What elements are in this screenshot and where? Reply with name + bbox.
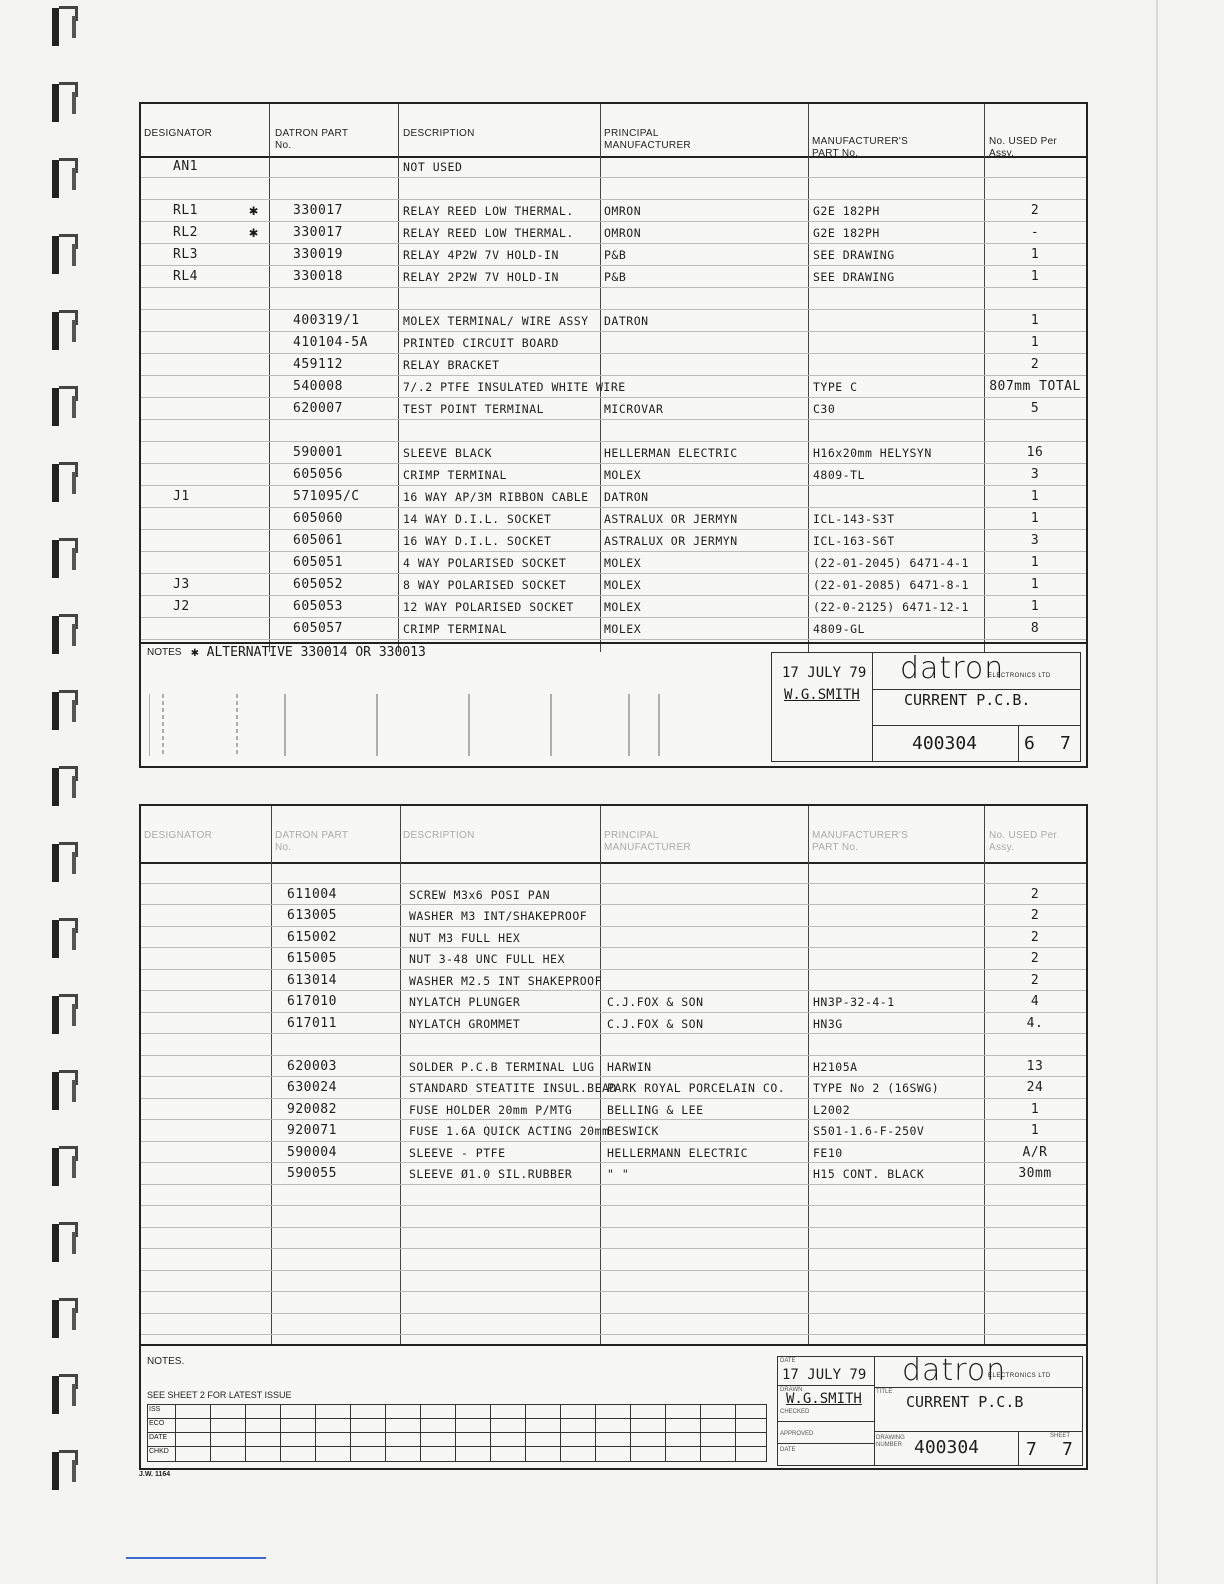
page-edge xyxy=(1156,0,1158,1584)
designator-cell: J3 xyxy=(173,577,190,592)
part-number-cell: 410104-5A xyxy=(293,335,368,350)
description-cell: WASHER M3 INT/SHAKEPROOF xyxy=(409,909,588,923)
description-cell: RELAY REED LOW THERMAL. xyxy=(403,226,574,240)
description-cell: 4 WAY POLARISED SOCKET xyxy=(403,556,567,570)
description-cell: SCREW M3x6 POSI PAN xyxy=(409,887,551,902)
table-row xyxy=(141,905,1086,926)
mfr-part-cell: HN3P-32-4-1 xyxy=(813,995,895,1009)
title-block xyxy=(771,652,1081,762)
qty-cell: 2 xyxy=(1030,972,1040,988)
table-row xyxy=(141,948,1086,969)
mfr-part-cell: H2105A xyxy=(813,1059,858,1074)
part-number-cell: 611004 xyxy=(287,886,337,902)
designator-cell: J2 xyxy=(173,599,190,614)
description-cell: MOLEX TERMINAL/ WIRE ASSY xyxy=(403,314,589,328)
part-number-cell: 605057 xyxy=(293,621,343,636)
table-row xyxy=(141,552,1086,573)
part-number-cell: 330019 xyxy=(293,247,343,262)
table-row xyxy=(141,266,1086,287)
table-row xyxy=(141,1206,1086,1227)
qty-cell: 2 xyxy=(1030,908,1040,923)
table-row xyxy=(141,1314,1086,1335)
manufacturer-cell: MOLEX xyxy=(604,468,642,482)
table-row xyxy=(141,927,1086,948)
issue-grid-lines xyxy=(147,1404,767,1462)
description-cell: 16 WAY AP/3M RIBBON CABLE xyxy=(403,490,589,504)
parts-list-sheet-6 xyxy=(139,102,1088,768)
notes-block xyxy=(141,1344,1086,1470)
manufacturer-cell: P&B xyxy=(604,248,627,262)
manufacturer-cell: C.J.FOX & SON xyxy=(607,995,704,1009)
part-number-cell: 617011 xyxy=(287,1015,337,1031)
tb-title-label: TITLE xyxy=(876,1389,893,1395)
binding-ring xyxy=(48,80,82,122)
row-rule xyxy=(141,1334,1086,1335)
qty-cell: 8 xyxy=(1030,621,1040,636)
part-number-cell: 459112 xyxy=(293,357,343,372)
table-row xyxy=(141,1034,1086,1055)
mfr-part-cell: 4809-TL xyxy=(813,468,865,482)
part-number-cell: 590004 xyxy=(287,1144,337,1160)
qty-cell: 3 xyxy=(1030,533,1040,548)
binding-ring xyxy=(48,1220,82,1262)
part-number-cell: 590055 xyxy=(287,1166,337,1181)
table-row xyxy=(141,1292,1086,1313)
mfr-part-cell: G2E 182PH xyxy=(813,226,880,240)
table-row xyxy=(141,332,1086,353)
description-cell: SOLDER P.C.B TERMINAL LUG xyxy=(409,1059,595,1074)
header-mfr-part: MANUFACTURER'S PART No. xyxy=(812,830,909,853)
header-manufacturer: PRINCIPAL MANUFACTURER xyxy=(604,128,691,151)
manufacturer-cell: ASTRALUX OR JERMYN xyxy=(604,512,738,526)
table-row xyxy=(141,508,1086,529)
part-number-cell: 615002 xyxy=(287,929,337,945)
qty-cell: 30mm xyxy=(1018,1166,1052,1181)
tb-sheet-label: SHEET xyxy=(1050,1433,1071,1439)
part-number-cell: 605061 xyxy=(293,533,343,548)
qty-cell: 2 xyxy=(1030,357,1040,372)
table-row xyxy=(141,310,1086,331)
binding-ring xyxy=(48,4,82,46)
notes-text: ✱ ALTERNATIVE 330014 OR 330013 xyxy=(191,645,426,660)
manufacturer-cell: HELLERMANN ELECTRIC xyxy=(607,1145,749,1160)
drawing-number: 400304 xyxy=(914,1437,980,1458)
tb-approved-label: APPROVED xyxy=(780,1431,814,1437)
binding-ring xyxy=(48,688,82,730)
row-rule xyxy=(141,639,1086,640)
qty-cell: 1 xyxy=(1030,1101,1040,1117)
binding-ring xyxy=(48,916,82,958)
table-row xyxy=(141,1013,1086,1034)
qty-cell: 807mm TOTAL xyxy=(989,379,1081,394)
qty-cell: 1 xyxy=(1030,247,1040,262)
mfr-part-cell: (22-0-2125) 6471-12-1 xyxy=(813,600,969,614)
table-row xyxy=(141,1249,1086,1270)
part-number-cell: 920071 xyxy=(287,1123,337,1138)
header-designator: DESIGNATOR xyxy=(144,830,213,841)
part-number-cell: 920082 xyxy=(287,1101,337,1117)
notes-label: NOTES. xyxy=(147,1356,185,1367)
header-qty: No. USED Per Assy. xyxy=(989,830,1058,853)
title-block-date: 17 JULY 79 xyxy=(782,1367,867,1383)
designator-cell: RL3 xyxy=(173,247,198,262)
header-qty: No. USED Per Assy. xyxy=(989,136,1058,159)
tb-date-label: DATE xyxy=(780,1358,796,1364)
tb-checked-label: CHECKED xyxy=(780,1409,810,1415)
table-row xyxy=(141,1228,1086,1249)
qty-cell: 4 xyxy=(1030,994,1040,1009)
logo-subtitle: ELECTRONICS LTD xyxy=(988,1373,1051,1379)
issue-label-date: DATE xyxy=(149,1434,168,1441)
asterisk-mark: ✱ xyxy=(249,201,259,219)
part-number-cell: 613005 xyxy=(287,908,337,923)
title-block-drawn: W.G.SMITH xyxy=(786,1391,862,1407)
binding-ring xyxy=(48,536,82,578)
issue-grid xyxy=(149,694,669,756)
qty-cell: 1 xyxy=(1030,555,1040,570)
mfr-part-cell: L2002 xyxy=(813,1102,851,1117)
table-row xyxy=(141,442,1086,463)
spiral-binding xyxy=(48,0,82,1584)
table-row xyxy=(141,420,1086,441)
manufacturer-cell: MOLEX xyxy=(604,556,642,570)
mfr-part-cell: H16x20mm HELYSYN xyxy=(813,446,932,460)
sheet-total: 7 xyxy=(1062,1439,1073,1460)
binding-ring xyxy=(48,1372,82,1414)
description-cell: CRIMP TERMINAL xyxy=(403,622,507,636)
part-number-cell: 605053 xyxy=(293,599,343,614)
title-block-date: 17 JULY 79 xyxy=(782,665,867,681)
qty-cell: 1 xyxy=(1030,511,1040,526)
description-cell: RELAY 4P2W 7V HOLD-IN xyxy=(403,248,559,262)
issue-label-chkd: CHKD xyxy=(149,1448,169,1455)
part-number-cell: 605052 xyxy=(293,577,343,592)
drawing-number: 400304 xyxy=(912,733,978,754)
part-number-cell: 615005 xyxy=(287,951,337,966)
description-cell: RELAY BRACKET xyxy=(403,358,500,372)
description-cell: RELAY REED LOW THERMAL. xyxy=(403,204,574,218)
issue-label-iss: ISS xyxy=(149,1406,161,1413)
manufacturer-cell: OMRON xyxy=(604,226,642,240)
part-number-cell: 630024 xyxy=(287,1080,337,1095)
qty-cell: 1 xyxy=(1030,269,1040,284)
asterisk-mark: ✱ xyxy=(249,223,259,241)
table-row xyxy=(141,200,1086,221)
binding-ring xyxy=(48,764,82,806)
part-number-cell: 571095/C xyxy=(293,489,360,504)
issue-grid-lines xyxy=(149,694,669,756)
part-number-cell: 605060 xyxy=(293,511,343,526)
description-cell: SLEEVE - PTFE xyxy=(409,1145,506,1160)
issue-label-eco: ECO xyxy=(149,1420,165,1427)
description-cell: FUSE 1.6A QUICK ACTING 20mm xyxy=(409,1124,610,1138)
part-number-cell: 613014 xyxy=(287,972,337,988)
part-number-cell: 620003 xyxy=(287,1058,337,1074)
manufacturer-cell: " " xyxy=(607,1167,630,1181)
binding-ring xyxy=(48,1144,82,1186)
manufacturer-cell: ASTRALUX OR JERMYN xyxy=(604,534,738,548)
sheet-total: 7 xyxy=(1060,733,1071,754)
title-block-title: CURRENT P.C.B. xyxy=(904,691,1031,709)
qty-cell: A/R xyxy=(1022,1144,1048,1160)
description-cell: CRIMP TERMINAL xyxy=(403,468,507,482)
description-cell: WASHER M2.5 INT SHAKEPROOF xyxy=(409,973,603,988)
qty-cell: 1 xyxy=(1030,335,1040,350)
binding-ring xyxy=(48,156,82,198)
description-cell: 12 WAY POLARISED SOCKET xyxy=(403,600,574,614)
designator-cell: J1 xyxy=(173,489,190,504)
manufacturer-cell: HELLERMAN ELECTRIC xyxy=(604,446,738,460)
table-header xyxy=(141,104,1086,158)
description-cell: 8 WAY POLARISED SOCKET xyxy=(403,578,567,592)
qty-cell: 2 xyxy=(1030,951,1040,966)
table-row xyxy=(141,1077,1086,1098)
issue-grid xyxy=(147,1404,767,1462)
manufacturer-cell: BESWICK xyxy=(607,1124,659,1138)
sheet-number: 7 xyxy=(1026,1439,1037,1460)
table-row xyxy=(141,376,1086,397)
header-mfr-part: MANUFACTURER'S PART No. xyxy=(812,136,909,159)
part-number-cell: 617010 xyxy=(287,994,337,1009)
mfr-part-cell: C30 xyxy=(813,402,836,416)
manufacturer-cell: PARK ROYAL PORCELAIN CO. xyxy=(607,1081,786,1095)
table-row xyxy=(141,178,1086,199)
mfr-part-cell: H15 CONT. BLACK xyxy=(813,1167,925,1181)
description-cell: SLEEVE BLACK xyxy=(403,446,493,460)
designator-cell: RL2 xyxy=(173,225,198,240)
see-sheet-note: SEE SHEET 2 FOR LATEST ISSUE xyxy=(147,1390,292,1400)
qty-cell: 2 xyxy=(1030,203,1040,218)
table-row xyxy=(141,618,1086,639)
table-row xyxy=(141,1163,1086,1184)
notes-label: NOTES xyxy=(147,647,182,658)
description-cell: PRINTED CIRCUIT BOARD xyxy=(403,336,559,350)
binding-ring xyxy=(48,840,82,882)
manufacturer-cell: C.J.FOX & SON xyxy=(607,1016,704,1031)
designator-cell: RL4 xyxy=(173,269,198,284)
description-cell: 14 WAY D.I.L. SOCKET xyxy=(403,512,552,526)
description-cell: STANDARD STEATITE INSUL.BEAD xyxy=(409,1081,617,1095)
qty-cell: - xyxy=(1030,225,1040,240)
description-cell: NUT 3-48 UNC FULL HEX xyxy=(409,952,565,966)
manufacturer-cell: MICROVAR xyxy=(604,402,664,416)
description-cell: FUSE HOLDER 20mm P/MTG xyxy=(409,1102,573,1117)
table-row xyxy=(141,156,1086,177)
table-row xyxy=(141,1099,1086,1120)
table-row xyxy=(141,1185,1086,1206)
table-row xyxy=(141,1120,1086,1141)
qty-cell: 1 xyxy=(1030,313,1040,328)
table-row xyxy=(141,222,1086,243)
binding-ring xyxy=(48,992,82,1034)
binding-ring xyxy=(48,1068,82,1110)
mfr-part-cell: ICL-163-S6T xyxy=(813,534,895,548)
datron-logo: datron xyxy=(900,651,1005,686)
title-block xyxy=(777,1353,1083,1466)
qty-cell: 13 xyxy=(1026,1058,1044,1074)
header-manufacturer: PRINCIPAL MANUFACTURER xyxy=(604,830,691,853)
mfr-part-cell: SEE DRAWING xyxy=(813,270,895,284)
qty-cell: 2 xyxy=(1030,886,1040,902)
table-row xyxy=(141,288,1086,309)
description-cell: NOT USED xyxy=(403,160,463,174)
description-cell: RELAY 2P2W 7V HOLD-IN xyxy=(403,270,559,284)
binding-ring xyxy=(48,308,82,350)
manufacturer-cell: OMRON xyxy=(604,204,642,218)
qty-cell: 16 xyxy=(1026,445,1044,460)
header-part-no: DATRON PART No. xyxy=(275,128,349,151)
table-row xyxy=(141,596,1086,617)
mfr-part-cell: (22-01-2045) 6471-4-1 xyxy=(813,556,969,570)
mfr-part-cell: 4809-GL xyxy=(813,622,865,636)
header-designator: DESIGNATOR xyxy=(144,128,213,139)
table-row xyxy=(141,244,1086,265)
manufacturer-cell: DATRON xyxy=(604,314,649,328)
qty-cell: 1 xyxy=(1030,577,1040,592)
parts-list-sheet-7 xyxy=(139,804,1088,1470)
description-cell: 7/.2 PTFE INSULATED WHITE WIRE xyxy=(403,380,626,394)
logo-subtitle: ELECTRONICS LTD xyxy=(988,673,1051,679)
description-cell: NUT M3 FULL HEX xyxy=(409,930,521,945)
table-row xyxy=(141,530,1086,551)
tb-date2-label: DATE xyxy=(780,1447,796,1453)
mfr-part-cell: G2E 182PH xyxy=(813,204,880,218)
manufacturer-cell: BELLING & LEE xyxy=(607,1102,704,1117)
part-number-cell: 605051 xyxy=(293,555,343,570)
qty-cell: 24 xyxy=(1026,1080,1044,1095)
description-cell: SLEEVE Ø1.0 SIL.RUBBER xyxy=(409,1167,573,1181)
part-number-cell: 400319/1 xyxy=(293,313,360,328)
description-cell: 16 WAY D.I.L. SOCKET xyxy=(403,534,552,548)
manufacturer-cell: DATRON xyxy=(604,490,649,504)
part-number-cell: 330017 xyxy=(293,203,343,218)
header-part-no: DATRON PART No. xyxy=(275,830,349,853)
part-number-cell: 330017 xyxy=(293,225,343,240)
table-row xyxy=(141,354,1086,375)
table-row xyxy=(141,1271,1086,1292)
mfr-part-cell: TYPE No 2 (16SWG) xyxy=(813,1081,940,1095)
mfr-part-cell: ICL-143-S3T xyxy=(813,512,895,526)
qty-cell: 5 xyxy=(1030,401,1040,416)
designator-cell: AN1 xyxy=(173,159,198,174)
mfr-part-cell: (22-01-2085) 6471-8-1 xyxy=(813,578,969,592)
part-number-cell: 590001 xyxy=(293,445,343,460)
part-number-cell: 540008 xyxy=(293,379,343,394)
table-row xyxy=(141,1056,1086,1077)
binding-ring xyxy=(48,232,82,274)
table-row xyxy=(141,1142,1086,1163)
title-block-title: CURRENT P.C.B xyxy=(906,1393,1024,1411)
manufacturer-cell: MOLEX xyxy=(604,600,642,614)
table-row xyxy=(141,884,1086,905)
mfr-part-cell: TYPE C xyxy=(813,380,858,394)
manufacturer-cell: MOLEX xyxy=(604,578,642,592)
mfr-part-cell: SEE DRAWING xyxy=(813,248,895,262)
binding-ring xyxy=(48,460,82,502)
manufacturer-cell: P&B xyxy=(604,270,627,284)
title-block-drawn: W.G.SMITH xyxy=(784,687,860,703)
scan-link-mark xyxy=(126,1557,266,1559)
mfr-part-cell: FE10 xyxy=(813,1145,843,1160)
binding-ring xyxy=(48,384,82,426)
description-cell: NYLATCH GROMMET xyxy=(409,1016,521,1031)
notes-block xyxy=(141,642,1086,768)
qty-cell: 1 xyxy=(1030,489,1040,504)
qty-cell: 1 xyxy=(1030,599,1040,614)
description-cell: NYLATCH PLUNGER xyxy=(409,995,521,1009)
manufacturer-cell: MOLEX xyxy=(604,622,642,636)
table-row xyxy=(141,991,1086,1012)
qty-cell: 3 xyxy=(1030,467,1040,482)
part-number-cell: 605056 xyxy=(293,467,343,482)
qty-cell: 1 xyxy=(1030,1123,1040,1138)
binding-ring xyxy=(48,1448,82,1490)
table-row xyxy=(141,862,1086,883)
sheet-number: 6 xyxy=(1024,733,1035,754)
part-number-cell: 620007 xyxy=(293,401,343,416)
designator-cell: RL1 xyxy=(173,203,198,218)
qty-cell: 2 xyxy=(1030,929,1040,945)
table-row xyxy=(141,486,1086,507)
footer-code: J.W. 1164 xyxy=(139,1471,171,1478)
header-description: DESCRIPTION xyxy=(403,128,475,139)
binding-ring xyxy=(48,612,82,654)
table-header xyxy=(141,806,1086,864)
part-number-cell: 330018 xyxy=(293,269,343,284)
mfr-part-cell: S501-1.6-F-250V xyxy=(813,1124,925,1138)
binding-ring xyxy=(48,1296,82,1338)
manufacturer-cell: HARWIN xyxy=(607,1059,652,1074)
table-row xyxy=(141,574,1086,595)
datron-logo: datron xyxy=(902,1353,1007,1388)
header-description: DESCRIPTION xyxy=(403,830,475,841)
mfr-part-cell: HN3G xyxy=(813,1016,843,1031)
tb-dwgno-label: DRAWING NUMBER xyxy=(876,1435,905,1448)
description-cell: TEST POINT TERMINAL xyxy=(403,402,545,416)
table-row xyxy=(141,398,1086,419)
tb-drawn-label: DRAWN xyxy=(780,1387,803,1393)
qty-cell: 4. xyxy=(1026,1015,1044,1031)
table-row xyxy=(141,464,1086,485)
table-row xyxy=(141,970,1086,991)
